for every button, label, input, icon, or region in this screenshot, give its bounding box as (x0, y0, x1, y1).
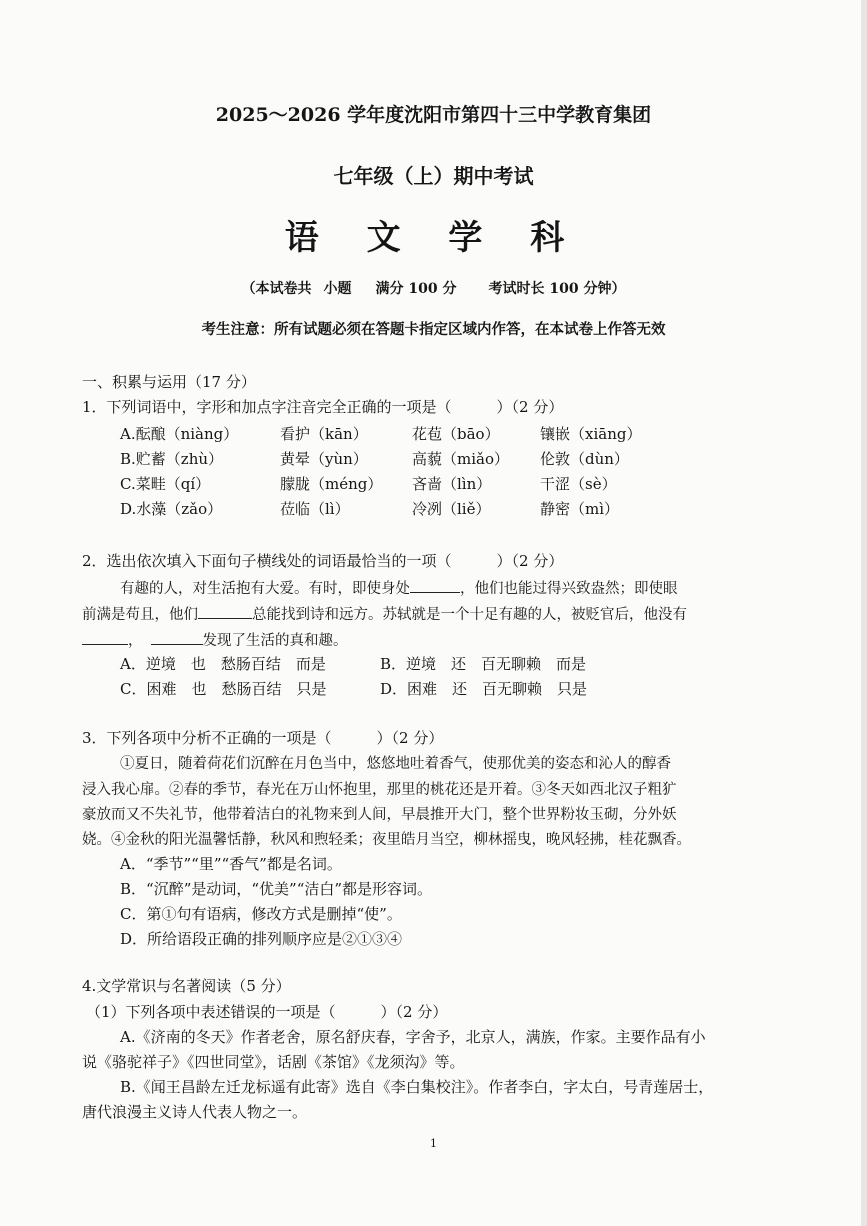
q1-c-1: C.菜畦（qí） (120, 475, 211, 493)
q3-passage-line4: 娆。④金秋的阳光温馨恬静，秋风和煦轻柔；夜里皓月当空，柳林摇曳，晚风轻拂，桂花飘香。 (82, 832, 691, 848)
q3-option-b: B．“沉醉”是动词，“优美”“洁白”都是形容词。 (120, 880, 433, 898)
subject-title: 语 文 学 科 (284, 218, 583, 258)
page-number: 1 (430, 1137, 437, 1150)
q3-passage-line3: 豪放而又不失礼节，他带着洁白的礼物来到人间，早晨推开大门，整个世界粉妆玉砌，分外妖 (82, 807, 677, 823)
q2-option-a: A．逆境 也 愁肠百结 而是 (120, 655, 326, 673)
q2-text-1a: 有趣的人，对生活抱有大爱。有时，即使身处 (120, 581, 410, 597)
q1-a-3: 花苞（bāo） (412, 425, 500, 443)
q3-option-c: C．第①句有语病，修改方式是删掉“使”。 (120, 905, 402, 923)
q2-blank-4 (151, 630, 203, 645)
q1-a-1: A.酝酿（niàng） (120, 425, 239, 443)
q4-option-a-line1: A.《济南的冬天》作者老舍，原名舒庆春，字舍予，北京人，满族，作家。主要作品有小 (120, 1028, 706, 1046)
q3-passage-line1: ①夏日，随着荷花们沉醉在月色当中，悠悠地吐着香气，使那优美的姿态和沁人的醇香 (120, 756, 671, 772)
q2-option-c: C．困难 也 愁肠百结 只是 (120, 680, 327, 698)
q1-b-2: 黄晕（yùn） (280, 450, 368, 468)
q2-text-2a: 前满是苟且，他们 (82, 607, 198, 623)
exam-notice: 考生注意：所有试题必须在答题卡指定区域内作答，在本试卷上作答无效 (201, 321, 666, 338)
exam-title: 2025～2026 学年度沈阳市第四十三中学教育集团 (215, 104, 652, 126)
q1-c-3: 吝啬（lìn） (412, 475, 492, 493)
q2-text-3b: 发现了生活的真和趣。 (202, 633, 348, 649)
q1-c-4: 干涩（sè） (540, 475, 617, 493)
q1-b-4: 伦敦（dùn） (540, 450, 629, 468)
q1-d-2: 莅临（lì） (280, 500, 350, 518)
q1-a-4: 镶嵌（xiāng） (540, 425, 642, 443)
q3-option-a: A．“季节”“里”“香气”都是名词。 (120, 855, 342, 873)
q2-blank-2 (198, 604, 252, 619)
q2-text-1b: ，他们也能过得兴致盎然；即使眼 (460, 581, 678, 597)
q2-text-3a: ， (128, 633, 143, 649)
info-full-score: 满分 100 分 (375, 281, 457, 297)
exam-info (0, 278, 867, 298)
q2-option-b: B．逆境 还 百无聊赖 而是 (380, 655, 587, 673)
info-duration: 考试时长 100 分钟） (488, 281, 626, 297)
q3-stem: 3．下列各项中分析不正确的一项是（ ）（2 分） (82, 729, 444, 747)
q2-passage-line3 (82, 629, 348, 650)
q1-stem: 1．下列词语中，字形和加点字注音完全正确的一项是（ ）（2 分） (82, 398, 564, 416)
exam-name: 七年级（上）期中考试 (333, 164, 534, 188)
info-question-count-unit: 小题 (323, 281, 352, 297)
q4-sub1-stem: （1）下列各项中表述错误的一项是（ ）（2 分） (86, 1003, 448, 1021)
q1-d-4: 静密（mì） (540, 500, 620, 518)
q1-c-2: 朦胧（méng） (280, 475, 383, 493)
q3-option-d: D．所给语段正确的排列顺序应是②①③④ (120, 930, 403, 948)
info-question-count: （本试卷共 (241, 281, 312, 297)
q3-passage-line2: 浸入我心扉。②春的季节，春光在万山怀抱里，那里的桃花还是开着。③冬天如西北汉子粗犷 (82, 782, 677, 798)
q1-b-1: B.贮蓄（zhù） (120, 450, 224, 468)
q1-d-1: D.水藻（zǎo） (120, 500, 223, 518)
q2-stem: 2．选出依次填入下面句子横线处的词语最恰当的一项（ ）（2 分） (82, 552, 564, 570)
q2-passage-line1 (120, 577, 678, 598)
q1-d-3: 冷冽（liě） (412, 500, 491, 518)
q4-option-b-line2: 唐代浪漫主义诗人代表人物之一。 (82, 1103, 308, 1121)
q2-blank-1 (410, 578, 460, 593)
q4-stem: 4.文学常识与名著阅读（5 分） (82, 977, 291, 995)
q2-text-2b: 总能找到诗和远方。苏轼就是一个十足有趣的人，被贬官后，他没有 (252, 607, 687, 623)
q2-passage-line2 (82, 603, 687, 624)
q4-option-a-line2: 说《骆驼祥子》《四世同堂》，话剧《茶馆》《龙须沟》等。 (82, 1053, 465, 1071)
q2-blank-3 (82, 630, 128, 645)
section-title: 一、积累与运用（17 分） (82, 373, 256, 391)
q1-b-3: 高藐（miǎo） (412, 450, 509, 468)
q1-a-2: 看护（kān） (280, 425, 368, 443)
q2-option-d: D．困难 还 百无聊赖 只是 (380, 680, 588, 698)
q4-option-b-line1: B.《闻王昌龄左迁龙标遥有此寄》选自《李白集校注》。作者李白，字太白，号青莲居士， (120, 1078, 714, 1096)
